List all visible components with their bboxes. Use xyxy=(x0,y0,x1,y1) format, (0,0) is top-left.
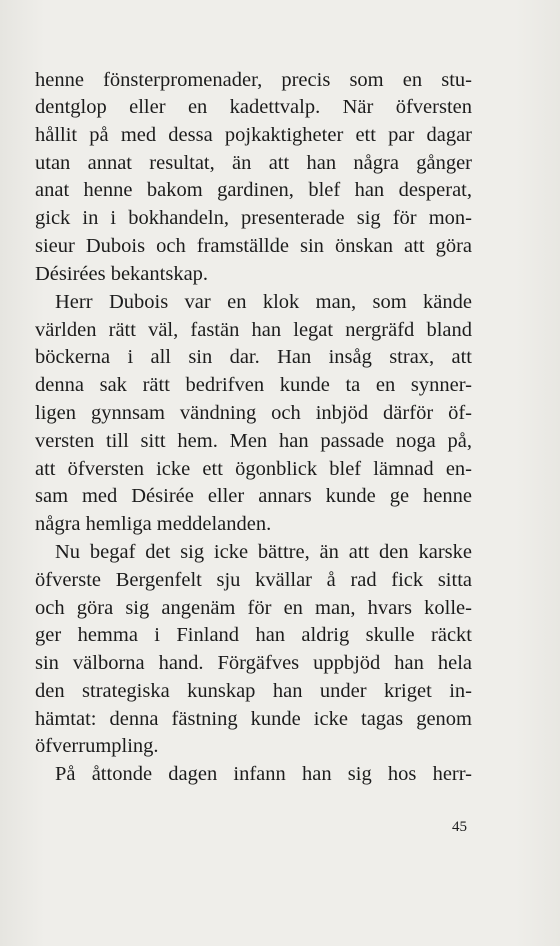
text-line: utan annat resultat, än att han några gånger xyxy=(35,152,472,174)
text-line: världen rätt väl, fastän han legat nergräfd bland xyxy=(35,319,472,341)
text-line: ligen gynnsam vändning och inbjöd därför öf- xyxy=(35,402,472,424)
text-line: sam med Désirée eller annars kunde ge henne xyxy=(35,485,472,507)
text-line: henne fönsterpromenader, precis som en stu- xyxy=(35,69,472,91)
paragraph-start-line: På åttonde dagen infann han sig hos herr- xyxy=(55,763,472,785)
paragraph-start-line: Nu begaf det sig icke bättre, än att den karske xyxy=(55,541,472,563)
text-line: denna sak rätt bedrifven kunde ta en synner- xyxy=(35,374,472,396)
text-line: öfverste Bergenfelt sju kvällar å rad fick sitta xyxy=(35,569,472,591)
text-line: versten till sitt hem. Men han passade noga på, xyxy=(35,430,472,452)
text-line: böckerna i all sin dar. Han insåg strax, att xyxy=(35,346,472,368)
text-line: dentglop eller en kadettvalp. När öfversten xyxy=(35,96,472,118)
text-line: Désirées bekantskap. xyxy=(35,263,209,285)
text-line: den strategiska kunskap han under kriget in- xyxy=(35,680,472,702)
text-line: anat henne bakom gardinen, blef han desperat, xyxy=(35,179,472,201)
text-line: sieur Dubois och framställde sin önskan att göra xyxy=(35,235,472,257)
text-line: några hemliga meddelanden. xyxy=(35,513,272,535)
paragraph-start-line: Herr Dubois var en klok man, som kände xyxy=(55,291,472,313)
text-line: hållit på med dessa pojkaktigheter ett par dagar xyxy=(35,124,472,146)
text-line: ger hemma i Finland han aldrig skulle räckt xyxy=(35,624,472,646)
text-line: att öfversten icke ett ögonblick blef lämnad en- xyxy=(35,458,472,480)
page-number: 45 xyxy=(452,819,467,835)
text-line: och göra sig angenäm för en man, hvars kolle- xyxy=(35,597,472,619)
text-line: sin välborna hand. Förgäfves uppbjöd han hela xyxy=(35,652,472,674)
text-line: gick in i bokhandeln, presenterade sig för mon- xyxy=(35,207,472,229)
text-line: öfverrumpling. xyxy=(35,735,159,757)
text-line: hämtat: denna fästning kunde icke tagas genom xyxy=(35,708,472,730)
